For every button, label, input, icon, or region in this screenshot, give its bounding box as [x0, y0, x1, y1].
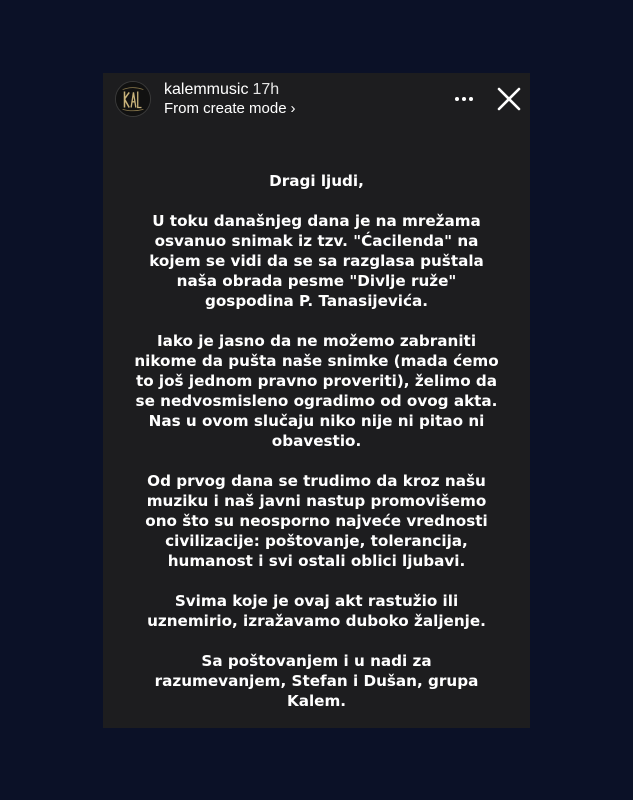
chevron-right-icon: › — [290, 100, 296, 117]
story-text — [133, 171, 500, 728]
create-mode-label: From create mode — [164, 100, 287, 117]
username[interactable]: kalemmusic — [164, 81, 249, 98]
user-block — [164, 81, 296, 118]
close-icon — [495, 85, 523, 113]
create-mode-link[interactable] — [164, 100, 296, 118]
signature: Sa poštovanjem i u nadi za razumevanjem, Stefan i Dušan, grupa Kalem. — [154, 652, 479, 710]
user-line — [164, 81, 296, 99]
story-card — [103, 73, 530, 728]
avatar[interactable] — [115, 81, 151, 117]
more-options-button[interactable] — [452, 87, 476, 111]
story-time: 17h — [252, 81, 280, 98]
more-horizontal-icon — [452, 87, 476, 111]
paragraph-1: U toku današnjeg dana je na mrežama osvanuo snimak iz tzv. "Ćacilenda" na kojem se vidi da se sa razglasa puštala naša obrada pesme "Divlje ruže" gospodina P. Tanasijevića. — [149, 212, 484, 310]
greeting: Dragi ljudi, — [269, 172, 364, 190]
paragraph-2: Iako je jasno da ne možemo zabraniti nikome da pušta naše snimke (mada ćemo to još jednom pravno proveriti), želimo da se nedvosmisleno ogradimo od ovog akta. Nas u ovom slučaju niko nije ni pitao ni obavestio. — [134, 332, 499, 450]
paragraph-4: Svima koje je ovaj akt rastužio ili uznemirio, izražavamo duboko žaljenje. — [147, 592, 486, 630]
kalem-logo-icon — [116, 82, 150, 116]
story-header — [103, 73, 530, 133]
close-button[interactable] — [495, 85, 523, 113]
paragraph-3: Od prvog dana se trudimo da kroz našu muziku i naš javni nastup promovišemo ono što su neosporno najveće vrednosti civilizacije: poštovanje, tolerancija, humanost i svi ostali oblici ljubavi. — [145, 472, 488, 570]
